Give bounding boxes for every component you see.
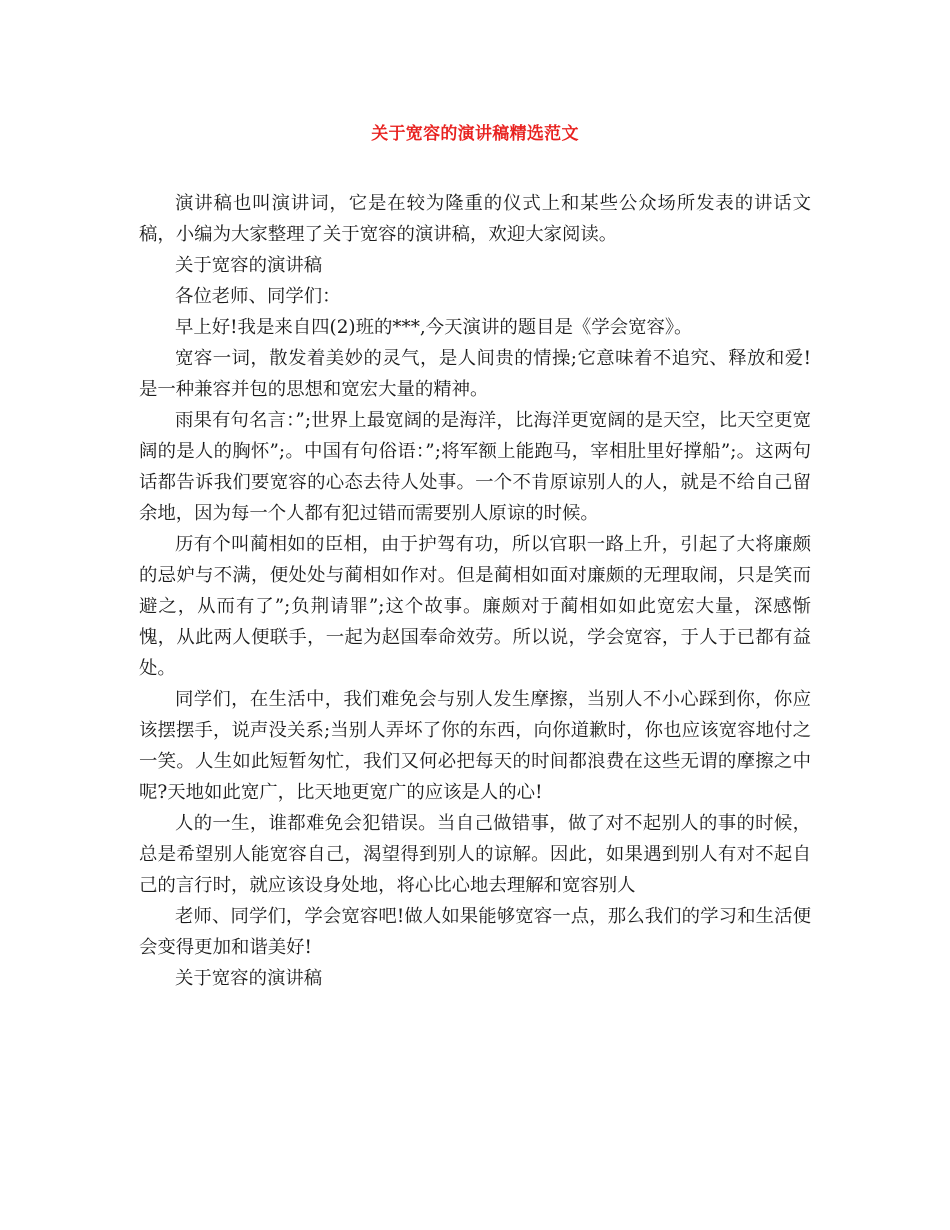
paragraph-closing: 老师、同学们，学会宽容吧!做人如果能够宽容一点，那么我们的学习和生活便会变得更加和谐美好! — [139, 906, 811, 958]
paragraph-quotes: 雨果有句名言：”;世界上最宽阔的是海洋，比海洋更宽阔的是天空，比天空更宽阔的是人的胸怀”;。中国有句俗语：”;将军额上能跑马，宰相肚里好撑船”;。这两句话都告诉我们要宽容的心态去待人处事。一个不肯原谅别人的人，就是不给自己留余地，因为每一个人都有犯过错而需要别人原谅的时候。 — [139, 410, 811, 524]
document-body — [139, 188, 811, 994]
paragraph-definition: 宽容一词，散发着美妙的灵气，是人间贵的情操;它意味着不追究、释放和爱!是一种兼容并包的思想和宽宏大量的精神。 — [139, 348, 811, 400]
paragraph-story: 历有个叫蔺相如的臣相，由于护驾有功，所以官职一路上升，引起了大将廉颇的忌妒与不满，便处处与蔺相如作对。但是蔺相如面对廉颇的无理取闹，只是笑而避之，从而有了”;负荆请罪”;这个故事。廉颇对于蔺相如如此宽宏大量，深感惭愧，从此两人便联手，一起为赵国奉命效劳。所以说，学会宽容，于人于已都有益处。 — [139, 534, 811, 679]
paragraph-next-heading: 关于宽容的演讲稿 — [175, 968, 323, 989]
paragraph-mistakes: 人的一生，谁都难免会犯错误。当自己做错事，做了对不起别人的事的时候，总是希望别人能宽容自己，渴望得到别人的谅解。因此，如果遇到别人有对不起自己的言行时，就应该设身处地，将心比心地去理解和宽容别人 — [139, 813, 811, 896]
document-title: 关于宽容的演讲稿精选范文 — [371, 124, 579, 144]
paragraph-opening: 早上好!我是来自四(2)班的***,今天演讲的题目是《学会宽容》。 — [175, 317, 693, 338]
paragraph-subheading: 关于宽容的演讲稿 — [175, 255, 323, 276]
paragraph-daily-life: 同学们，在生活中，我们难免会与别人发生摩擦，当别人不小心踩到你，你应该摆摆手，说声没关系;当别人弄坏了你的东西，向你道歉时，你也应该宽容地付之一笑。人生如此短暂匆忙，我们又何必把每天的时间都浪费在这些无谓的摩擦之中呢?天地如此宽广，比天地更宽广的应该是人的心! — [139, 689, 811, 803]
paragraph-intro: 演讲稿也叫演讲词，它是在较为隆重的仪式上和某些公众场所发表的讲话文稿，小编为大家整理了关于宽容的演讲稿，欢迎大家阅读。 — [139, 193, 811, 245]
paragraph-greeting: 各位老师、同学们： — [175, 286, 341, 307]
